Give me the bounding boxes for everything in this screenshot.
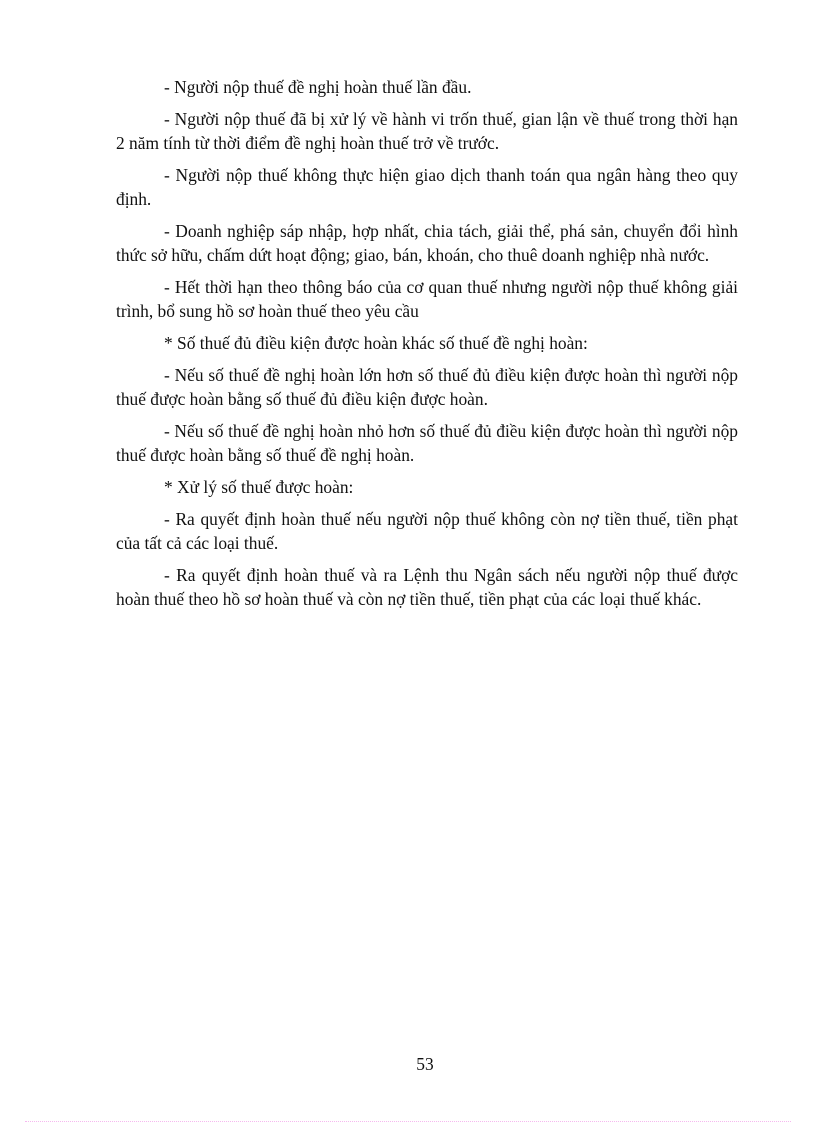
paragraph-no-bank-payment: - Người nộp thuế không thực hiện giao dịch thanh toán qua ngân hàng theo quy định. (116, 165, 738, 209)
page-boundary-divider (25, 1121, 791, 1122)
paragraph-refund-decision-no-debt: - Ra quyết định hoàn thuế nếu người nộp thuế không còn nợ tiền thuế, tiền phạt của tất cả các loại thuế. (116, 509, 738, 553)
heading-refund-processing: * Xử lý số thuế được hoàn: (164, 477, 354, 497)
heading-eligible-amount-differs: * Số thuế đủ điều kiện được hoàn khác số thuế đề nghị hoàn: (164, 333, 588, 353)
paragraph-deadline-expired: - Hết thời hạn theo thông báo của cơ quan thuế nhưng người nộp thuế không giải trình, bổ sung hồ sơ hoàn thuế theo yêu cầu (116, 277, 738, 321)
paragraph-refund-decision-with-debt: - Ra quyết định hoàn thuế và ra Lệnh thu Ngân sách nếu người nộp thuế được hoàn thuế theo hồ sơ hoàn thuế và còn nợ tiền thuế, tiền phạt của các loại thuế khác. (116, 565, 738, 609)
document-body (116, 75, 738, 619)
page-number: 53 (416, 1054, 434, 1074)
paragraph-requested-smaller: - Nếu số thuế đề nghị hoàn nhỏ hơn số thuế đủ điều kiện được hoàn thì người nộp thuế được hoàn bằng số thuế đề nghị hoàn. (116, 421, 738, 465)
paragraph-requested-greater: - Nếu số thuế đề nghị hoàn lớn hơn số thuế đủ điều kiện được hoàn thì người nộp thuế được hoàn bằng số thuế đủ điều kiện được hoàn. (116, 365, 738, 409)
paragraph-tax-evasion-history: - Người nộp thuế đã bị xử lý về hành vi trốn thuế, gian lận về thuế trong thời hạn 2 năm tính từ thời điểm đề nghị hoàn thuế trở về trước. (116, 109, 738, 153)
paragraph-enterprise-restructuring: - Doanh nghiệp sáp nhập, hợp nhất, chia tách, giải thể, phá sản, chuyển đổi hình thức sở hữu, chấm dứt hoạt động; giao, bán, khoán, cho thuê doanh nghiệp nhà nước. (116, 221, 738, 265)
paragraph-first-time-refund: - Người nộp thuế đề nghị hoàn thuế lần đầu. (164, 77, 472, 97)
